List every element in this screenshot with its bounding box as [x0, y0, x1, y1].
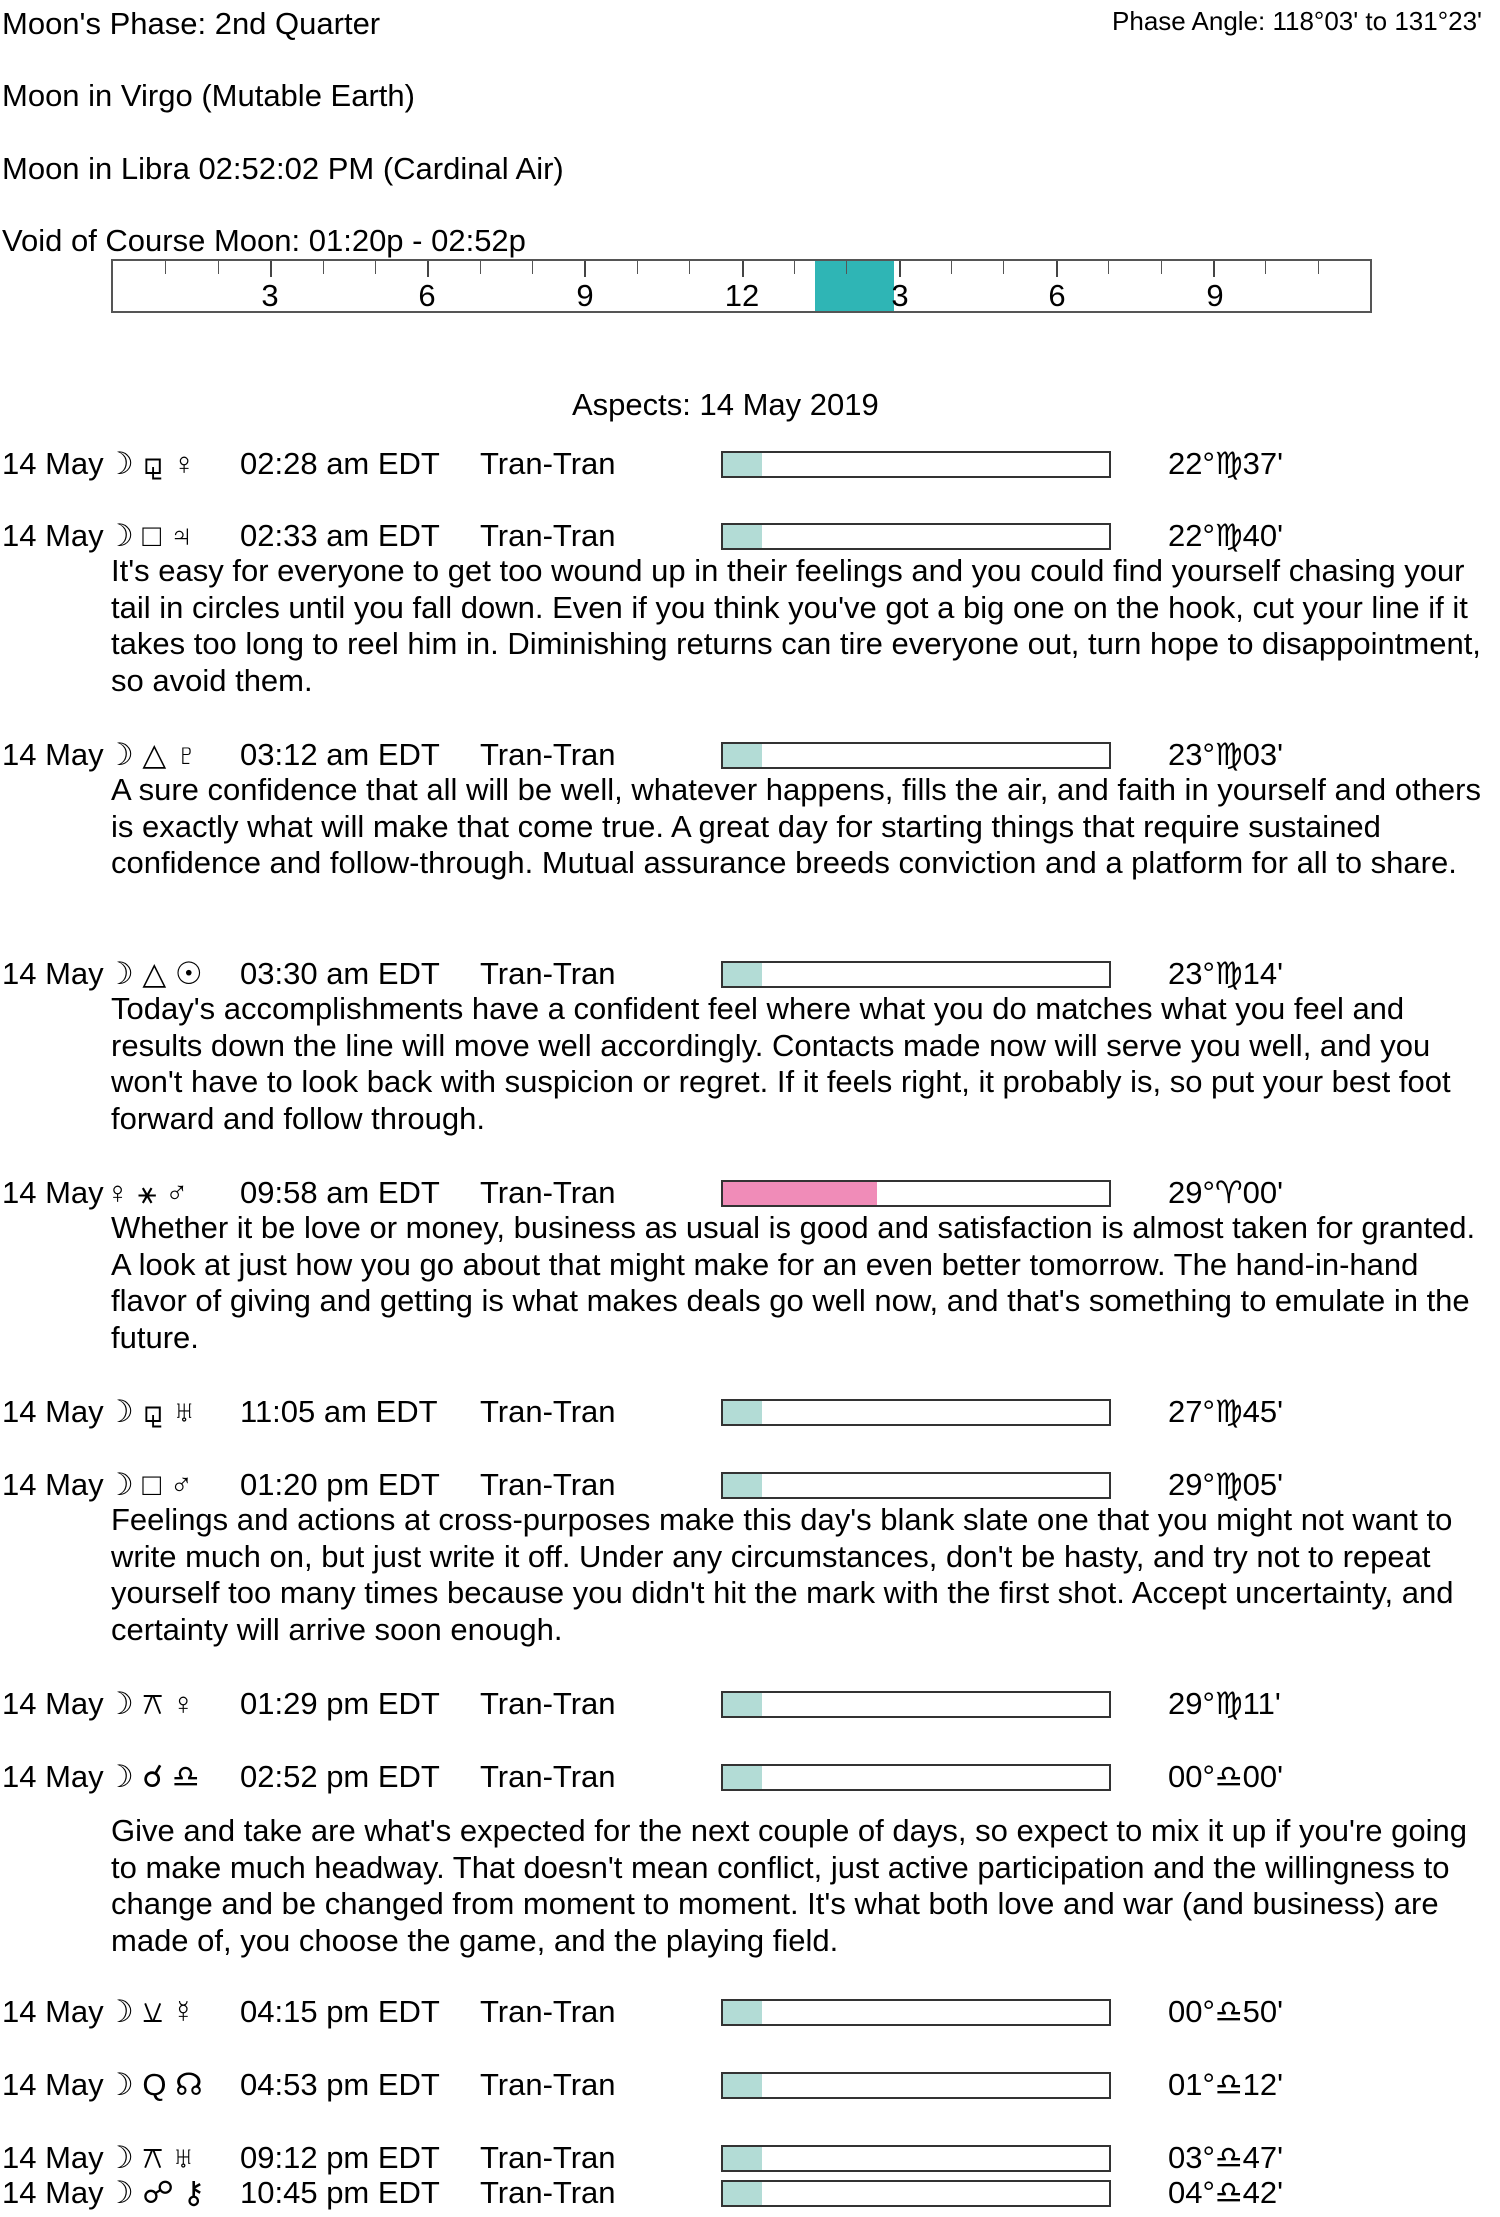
aspect-date: 14 May: [2, 1467, 104, 1502]
aspect-type: Tran-Tran: [480, 2175, 616, 2210]
aspect-type: Tran-Tran: [480, 737, 616, 772]
aspects-title: Aspects: 14 May 2019: [572, 387, 879, 422]
aspect-strength-fill: [723, 2074, 762, 2097]
timeline-tick: [1003, 261, 1004, 274]
aspect-position: 01°♎12': [1168, 2067, 1284, 2102]
aspect-row: [0, 1173, 1500, 1213]
timeline-tick: [480, 261, 481, 274]
aspect-time: 09:12 pm EDT: [240, 2140, 440, 2175]
aspect-position: 29°♍05': [1168, 1467, 1284, 1502]
aspect-time: 01:20 pm EDT: [240, 1467, 440, 1502]
aspect-position: 00°♎50': [1168, 1994, 1284, 2029]
aspect-strength-fill: [723, 525, 762, 548]
timeline-tick: [270, 261, 272, 277]
aspect-type: Tran-Tran: [480, 956, 616, 991]
aspect-description: Give and take are what's expected for the next couple of days, so expect to mix it up if you're going to make much headway. That doesn't mean conflict, just active participation and the willingness to change and be changed from moment to moment. It's what both love and war (and business) are made of, you choose the game, and the playing field.: [111, 1813, 1467, 1958]
aspect-strength-fill: [723, 1766, 762, 1789]
aspect-strength-bar: [721, 742, 1111, 769]
timeline-label: 3: [261, 278, 279, 313]
aspect-date: 14 May: [2, 446, 104, 481]
aspect-position: 04°♎42': [1168, 2175, 1284, 2210]
aspect-strength-fill: [723, 1693, 762, 1716]
timeline-tick: [375, 261, 376, 274]
aspect-row: [0, 1392, 1500, 1432]
aspect-row: [0, 954, 1500, 994]
timeline-tick: [794, 261, 795, 274]
timeline-tick: [427, 261, 429, 277]
timeline-tick: [165, 261, 166, 274]
aspect-type: Tran-Tran: [480, 1175, 616, 1210]
aspect-position: 23°♍14': [1168, 956, 1284, 991]
timeline-label: 12: [724, 278, 760, 313]
aspect-time: 09:58 am EDT: [240, 1175, 440, 1210]
moon-sign: Moon in Virgo (Mutable Earth): [2, 78, 415, 113]
timeline-tick: [951, 261, 952, 274]
aspect-strength-bar: [721, 961, 1111, 988]
moon-phase: Moon's Phase: 2nd Quarter: [2, 6, 381, 41]
aspect-row: [0, 735, 1500, 775]
aspect-time: 10:45 pm EDT: [240, 2175, 440, 2210]
aspect-strength-fill: [723, 1474, 762, 1497]
aspect-type: Tran-Tran: [480, 1759, 616, 1794]
aspect-strength-fill: [723, 963, 762, 986]
timeline-label: 9: [1206, 278, 1224, 313]
aspect-description: It's easy for everyone to get too wound up in their feelings and you could find yourself chasing your tail in circles until you fall down. Even if you think you've got a big one on the hook, cut your line if it takes too long to reel him in. Diminishing returns can tire everyone out, turn hope to disappointment, so avoid them.: [111, 553, 1481, 698]
timeline-tick: [1318, 261, 1319, 274]
aspect-time: 02:52 pm EDT: [240, 1759, 440, 1794]
aspect-description: A sure confidence that all will be well, whatever happens, fills the air, and faith in yourself and others is exactly what will make that come true. A great day for starting things that require sustained confidence and follow-through. Mutual assurance breeds conviction and a platform for all to share.: [111, 772, 1481, 880]
aspect-time: 04:53 pm EDT: [240, 2067, 440, 2102]
aspect-strength-fill: [723, 1182, 877, 1205]
aspect-time: 04:15 pm EDT: [240, 1994, 440, 2029]
aspect-type: Tran-Tran: [480, 1467, 616, 1502]
timeline-tick: [1161, 261, 1162, 274]
timeline-tick: [846, 261, 847, 274]
aspect-glyphs: ☽ □ ♃: [106, 518, 193, 553]
aspect-strength-fill: [723, 1401, 762, 1424]
aspect-position: 29°♈00': [1168, 1175, 1284, 1210]
timeline-label: 6: [418, 278, 436, 313]
aspect-date: 14 May: [2, 2175, 104, 2210]
aspect-date: 14 May: [2, 956, 104, 991]
timeline-tick: [1108, 261, 1109, 274]
aspect-position: 22°♍40': [1168, 518, 1284, 553]
timeline-tick: [637, 261, 638, 274]
aspect-position: 29°♍11': [1168, 1686, 1281, 1721]
aspect-strength-fill: [723, 2182, 762, 2205]
aspect-strength-bar: [721, 1399, 1111, 1426]
timeline-tick: [1265, 261, 1266, 274]
aspect-row: [0, 2138, 1500, 2178]
aspect-glyphs: ☽ ⚺ ☿: [106, 1994, 195, 2029]
aspect-date: 14 May: [2, 1686, 104, 1721]
aspect-time: 03:12 am EDT: [240, 737, 440, 772]
aspect-position: 23°♍03': [1168, 737, 1284, 772]
aspect-strength-bar: [721, 1472, 1111, 1499]
aspect-date: 14 May: [2, 518, 104, 553]
aspect-strength-bar: [721, 1691, 1111, 1718]
moon-ingress: Moon in Libra 02:52:02 PM (Cardinal Air): [2, 151, 564, 186]
aspect-row: [0, 516, 1500, 556]
aspect-glyphs: ☽ ⚻ ♅: [106, 2140, 195, 2175]
timeline-label: 9: [576, 278, 594, 313]
timeline-tick: [532, 261, 533, 274]
aspect-date: 14 May: [2, 1994, 104, 2029]
aspect-row: [0, 2065, 1500, 2105]
timeline-tick: [218, 261, 219, 274]
aspect-position: 00°♎00': [1168, 1759, 1284, 1794]
timeline-tick: [323, 261, 324, 274]
aspect-position: 22°♍37': [1168, 446, 1284, 481]
timeline-label: 3: [891, 278, 909, 313]
aspect-row: [0, 1757, 1500, 1797]
aspect-date: 14 May: [2, 737, 104, 772]
aspect-type: Tran-Tran: [480, 446, 616, 481]
aspect-strength-fill: [723, 453, 762, 476]
aspect-date: 14 May: [2, 2067, 104, 2102]
aspect-description: Today's accomplishments have a confident feel where what you do matches what you feel and results down the line will move well accordingly. Contacts made now will serve you well, and you won't have to look back with suspicion or regret. If it feels right, it probably is, so put your best foot forward and follow through.: [111, 991, 1451, 1136]
aspect-glyphs: ☽ △ ☉: [106, 956, 203, 991]
aspect-glyphs: ♀ ⚹ ♂: [106, 1175, 189, 1210]
aspect-strength-fill: [723, 2147, 762, 2170]
aspect-glyphs: ☽ ☌ ♎: [106, 1759, 200, 1794]
aspect-strength-bar: [721, 1999, 1111, 2026]
timeline-tick: [584, 261, 586, 277]
aspect-strength-bar: [721, 523, 1111, 550]
aspect-glyphs: ☽ ⚻ ♀: [106, 1686, 195, 1721]
aspect-strength-bar: [721, 2072, 1111, 2099]
aspect-time: 03:30 am EDT: [240, 956, 440, 991]
aspect-strength-fill: [723, 2001, 762, 2024]
aspect-strength-bar: [721, 2180, 1111, 2207]
aspect-glyphs: ☽ □ ♂: [106, 1467, 193, 1502]
void-of-course-block: [815, 261, 894, 311]
timeline-label: 6: [1048, 278, 1066, 313]
timeline-tick: [689, 261, 690, 274]
aspect-row: [0, 2173, 1500, 2213]
aspect-date: 14 May: [2, 1759, 104, 1794]
aspect-strength-bar: [721, 1764, 1111, 1791]
aspect-type: Tran-Tran: [480, 1394, 616, 1429]
aspect-glyphs: ☽ Q ☊: [106, 2067, 203, 2102]
aspect-row: [0, 1992, 1500, 2032]
aspect-strength-bar: [721, 2145, 1111, 2172]
aspect-glyphs: ☽ ☍ ⚷: [106, 2175, 206, 2210]
timeline-tick: [899, 261, 901, 277]
aspect-date: 14 May: [2, 1175, 104, 1210]
aspect-position: 27°♍45': [1168, 1394, 1284, 1429]
aspect-strength-bar: [721, 1180, 1111, 1207]
void-of-course: Void of Course Moon: 01:20p - 02:52p: [2, 223, 526, 258]
timeline-tick: [1213, 261, 1215, 277]
aspect-row: [0, 1684, 1500, 1724]
aspect-date: 14 May: [2, 2140, 104, 2175]
aspect-type: Tran-Tran: [480, 2140, 616, 2175]
aspect-row: [0, 444, 1500, 484]
aspect-strength-bar: [721, 451, 1111, 478]
timeline-tick: [1056, 261, 1058, 277]
aspect-time: 02:33 am EDT: [240, 518, 440, 553]
timeline-tick: [742, 261, 744, 277]
aspect-glyphs: ☽ ⚼ ♀: [106, 446, 196, 481]
aspect-date: 14 May: [2, 1394, 104, 1429]
aspect-description: Whether it be love or money, business as usual is good and satisfaction is almost taken for granted. A look at just how you go about that might make for an even better tomorrow. The hand-in-hand flavor of giving and getting is what makes deals go well now, and that's something to emulate in the future.: [111, 1210, 1476, 1355]
aspect-type: Tran-Tran: [480, 518, 616, 553]
aspect-type: Tran-Tran: [480, 1686, 616, 1721]
aspect-description: Feelings and actions at cross-purposes make this day's blank slate one that you might not want to write much on, but just write it off. Under any circumstances, don't be hasty, and try not to repeat yourself too many times because you didn't hit the mark with the first shot. Accept uncertainty, and certainty will arrive soon enough.: [111, 1502, 1454, 1647]
phase-angle: Phase Angle: 118°03' to 131°23': [1112, 6, 1482, 36]
day-timeline: [111, 259, 1372, 313]
aspect-time: 11:05 am EDT: [240, 1394, 438, 1429]
aspect-type: Tran-Tran: [480, 2067, 616, 2102]
aspect-strength-fill: [723, 744, 762, 767]
aspect-position: 03°♎47': [1168, 2140, 1284, 2175]
aspect-glyphs: ☽ ⚼ ♅: [106, 1394, 196, 1429]
aspect-glyphs: ☽ △ ♇: [106, 737, 199, 772]
aspect-row: [0, 1465, 1500, 1505]
aspect-time: 02:28 am EDT: [240, 446, 440, 481]
aspect-time: 01:29 pm EDT: [240, 1686, 440, 1721]
aspect-type: Tran-Tran: [480, 1994, 616, 2029]
